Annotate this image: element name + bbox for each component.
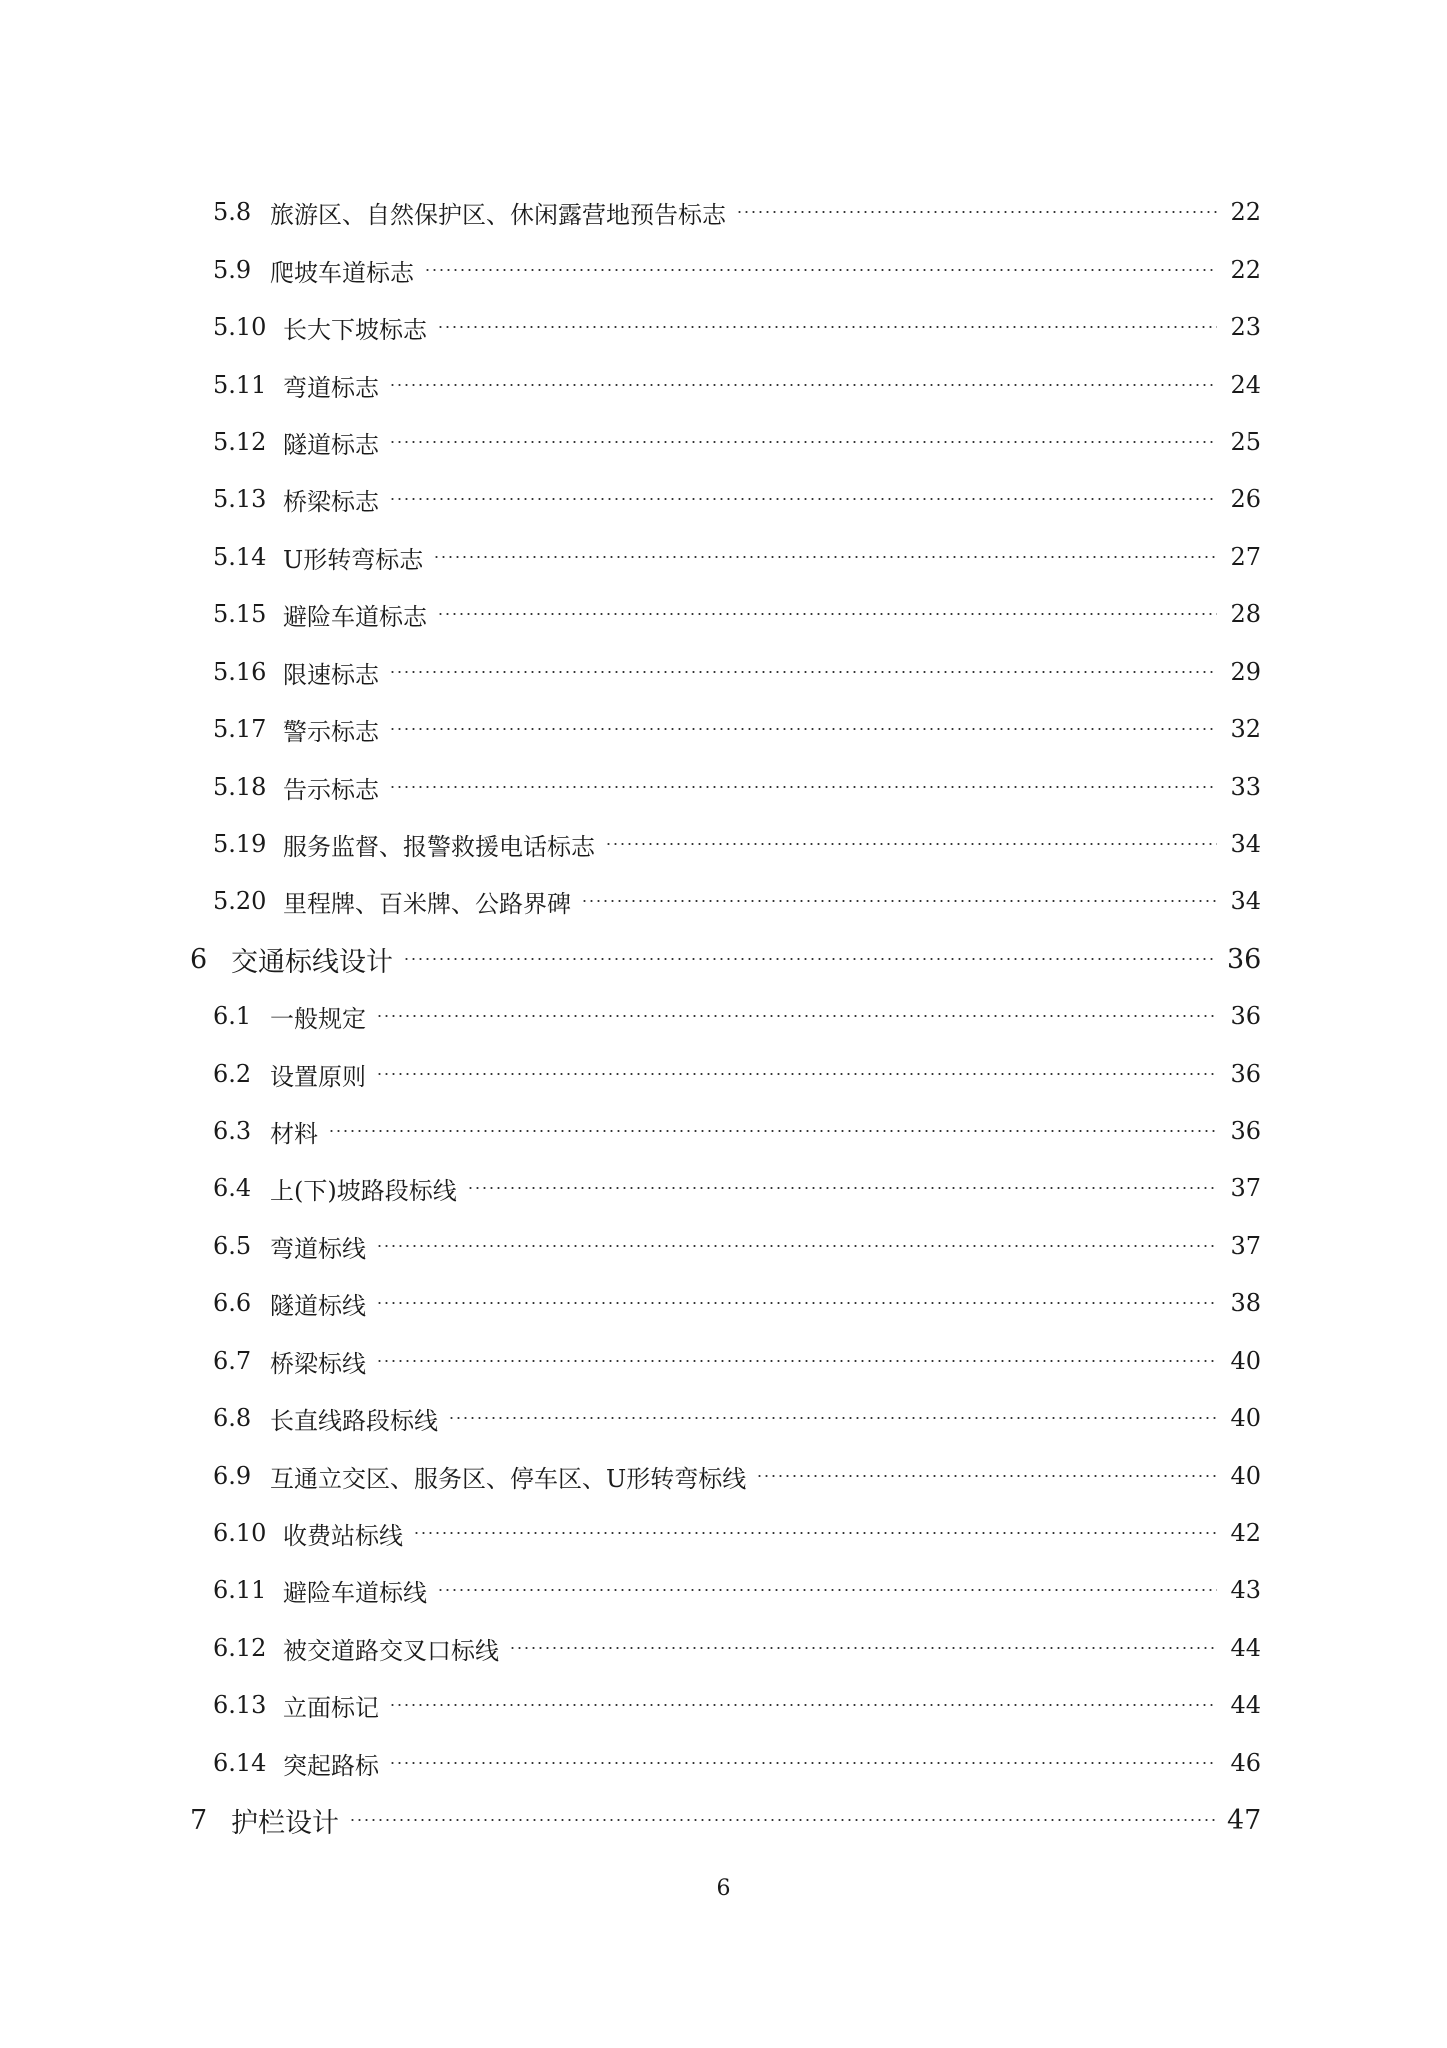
toc-entry-title: 隧道标线 [270,1291,366,1320]
toc-entry-number: 5.14 [213,543,267,571]
toc-entry-title: 被交道路交叉口标线 [283,1636,499,1665]
toc-entry-title: 警示标志 [283,717,379,746]
toc-entry-number: 6.9 [213,1462,252,1490]
toc-entry-page: 36 [1227,943,1262,975]
toc-entry-page: 22 [1230,256,1261,284]
toc-entry-number: 5.20 [213,887,267,915]
toc-entry-number: 5.12 [213,428,267,456]
toc-entry-title: 避险车道标志 [283,602,427,631]
toc-entry-page: 46 [1230,1749,1261,1777]
toc-entry-number: 5.13 [213,485,267,513]
toc-entry-page: 24 [1230,371,1261,399]
toc-chapter-number: 7 [190,1804,208,1836]
toc-chapter-entry[interactable] [190,1800,1261,1840]
toc-entry-number: 6.12 [213,1634,267,1662]
toc-entry-title: 长大下坡标志 [283,315,427,344]
toc-entry-page: 36 [1230,1117,1261,1145]
toc-entry-title: 弯道标志 [283,373,379,402]
toc-entry[interactable] [213,824,1261,864]
toc-entry-title: 桥梁标线 [270,1349,366,1378]
toc-entry-title: 材料 [270,1119,318,1148]
toc-entry-page: 40 [1230,1404,1261,1432]
toc-entry-number: 5.15 [213,600,267,628]
toc-dot-leader [736,211,1217,213]
toc-entry-number: 6.1 [213,1002,252,1030]
toc-entry-page: 42 [1230,1519,1261,1547]
toc-entry[interactable] [213,307,1261,347]
toc-entry-number: 6.8 [213,1404,252,1432]
toc-entry[interactable] [213,594,1261,634]
toc-entry-page: 44 [1230,1634,1261,1662]
toc-entry-page: 37 [1230,1174,1261,1202]
toc-entry-page: 25 [1230,428,1261,456]
toc-entry[interactable] [213,1743,1261,1783]
toc-entry[interactable] [213,881,1261,921]
toc-entry-title: 里程牌、百米牌、公路界碑 [283,889,571,918]
toc-entry-page: 44 [1230,1691,1261,1719]
toc-entry-title: 限速标志 [283,660,379,689]
toc-entry[interactable] [213,537,1261,577]
toc-entry-number: 5.10 [213,313,267,341]
toc-entry[interactable] [213,1570,1261,1610]
toc-entry-number: 6.4 [213,1174,252,1202]
toc-entry[interactable] [213,1226,1261,1266]
toc-entry-number: 5.17 [213,715,267,743]
toc-entry-title: 互通立交区、服务区、停车区、U形转弯标线 [270,1464,747,1493]
toc-entry[interactable] [213,1341,1261,1381]
toc-dot-leader [376,1015,1217,1017]
toc-entry-title: 弯道标线 [270,1234,366,1263]
toc-entry-number: 5.9 [213,256,252,284]
toc-entry-title: 旅游区、自然保护区、休闲露营地预告标志 [270,200,726,229]
toc-entry[interactable] [213,1283,1261,1323]
toc-dot-leader [389,441,1217,443]
toc-entry-page: 37 [1230,1232,1261,1260]
toc-dot-leader [467,1187,1217,1189]
toc-dot-leader [437,1589,1217,1591]
toc-entry-number: 6.10 [213,1519,267,1547]
toc-entry[interactable] [213,1398,1261,1438]
toc-chapter-entry[interactable] [190,939,1261,979]
toc-entry-number: 5.11 [213,371,267,399]
toc-dot-leader [389,1704,1217,1706]
toc-entry-title: U形转弯标志 [283,545,424,574]
toc-entry-page: 40 [1230,1347,1261,1375]
toc-dot-leader [389,786,1217,788]
toc-entry-page: 22 [1230,198,1261,226]
toc-entry-title: 长直线路段标线 [270,1406,438,1435]
toc-dot-leader [389,1762,1217,1764]
toc-entry-number: 5.19 [213,830,267,858]
page-number: 6 [716,1876,731,1901]
toc-dot-leader [389,728,1217,730]
toc-entry-title: 避险车道标线 [283,1578,427,1607]
toc-dot-leader [376,1245,1217,1247]
toc-chapter-number: 6 [190,943,208,975]
toc-entry[interactable] [213,422,1261,462]
toc-dot-leader [328,1130,1217,1132]
toc-entry[interactable] [213,479,1261,519]
toc-dot-leader [448,1417,1217,1419]
toc-entry[interactable] [213,1513,1261,1553]
toc-entry-title: 立面标记 [283,1693,379,1722]
toc-entry[interactable] [213,709,1261,749]
toc-entry-number: 6.2 [213,1060,252,1088]
toc-entry-page: 29 [1230,658,1261,686]
toc-dot-leader [581,900,1217,902]
toc-entry-number: 6.7 [213,1347,252,1375]
toc-entry[interactable] [213,1685,1261,1725]
toc-dot-leader [413,1532,1217,1534]
toc-entry-page: 23 [1230,313,1261,341]
toc-entry[interactable] [213,767,1261,807]
toc-dot-leader [756,1475,1217,1477]
toc-dot-leader [605,843,1217,845]
toc-entry-title: 桥梁标志 [283,487,379,516]
toc-entry[interactable] [213,1168,1261,1208]
toc-entry[interactable] [213,365,1261,405]
toc-entry-title: 告示标志 [283,775,379,804]
toc-entry-title: 突起路标 [283,1751,379,1780]
toc-dot-leader [376,1302,1217,1304]
toc-entry-number: 6.6 [213,1289,252,1317]
toc-entry-title: 服务监督、报警救援电话标志 [283,832,595,861]
toc-entry[interactable] [213,250,1261,290]
toc-entry-title: 设置原则 [270,1062,366,1091]
toc-entry-title: 上(下)坡路段标线 [270,1176,457,1205]
toc-dot-leader [389,498,1217,500]
toc-dot-leader [403,958,1217,960]
toc-entry-page: 34 [1230,887,1261,915]
toc-entry-number: 6.5 [213,1232,252,1260]
toc-entry-page: 28 [1230,600,1261,628]
toc-entry-page: 38 [1230,1289,1261,1317]
toc-entry[interactable] [213,192,1261,232]
toc-entry[interactable] [213,652,1261,692]
toc-chapter-title: 护栏设计 [231,1807,339,1839]
toc-dot-leader [437,613,1217,615]
toc-dot-leader [349,1819,1217,1821]
toc-entry-page: 27 [1230,543,1261,571]
toc-entry-number: 5.18 [213,773,267,801]
toc-entry[interactable] [213,1111,1261,1151]
toc-dot-leader [389,384,1217,386]
toc-entry-page: 26 [1230,485,1261,513]
toc-chapter-title: 交通标线设计 [231,946,393,978]
toc-entry-page: 34 [1230,830,1261,858]
toc-entry[interactable] [213,1054,1261,1094]
toc-dot-leader [376,1073,1217,1075]
toc-entry-number: 6.14 [213,1749,267,1777]
toc-dot-leader [509,1647,1217,1649]
toc-entry-page: 32 [1230,715,1261,743]
toc-entry-number: 6.11 [213,1576,267,1604]
toc-entry-number: 6.3 [213,1117,252,1145]
toc-dot-leader [437,326,1217,328]
toc-entry-number: 6.13 [213,1691,267,1719]
toc-dot-leader [389,671,1217,673]
toc-entry-page: 40 [1230,1462,1261,1490]
toc-entry[interactable] [213,1456,1261,1496]
toc-entry-page: 33 [1230,773,1261,801]
toc-entry-title: 收费站标线 [283,1521,403,1550]
toc-dot-leader [433,556,1217,558]
toc-entry-number: 5.16 [213,658,267,686]
toc-entry-page: 36 [1230,1060,1261,1088]
toc-entry-title: 爬坡车道标志 [270,258,414,287]
toc-entry-page: 47 [1227,1804,1262,1836]
toc-dot-leader [424,269,1217,271]
toc-entry[interactable] [213,996,1261,1036]
toc-entry-page: 36 [1230,1002,1261,1030]
toc-dot-leader [376,1360,1217,1362]
toc-entry[interactable] [213,1628,1261,1668]
toc-entry-page: 43 [1230,1576,1261,1604]
toc-entry-number: 5.8 [213,198,252,226]
toc-entry-title: 一般规定 [270,1004,366,1033]
toc-entry-title: 隧道标志 [283,430,379,459]
